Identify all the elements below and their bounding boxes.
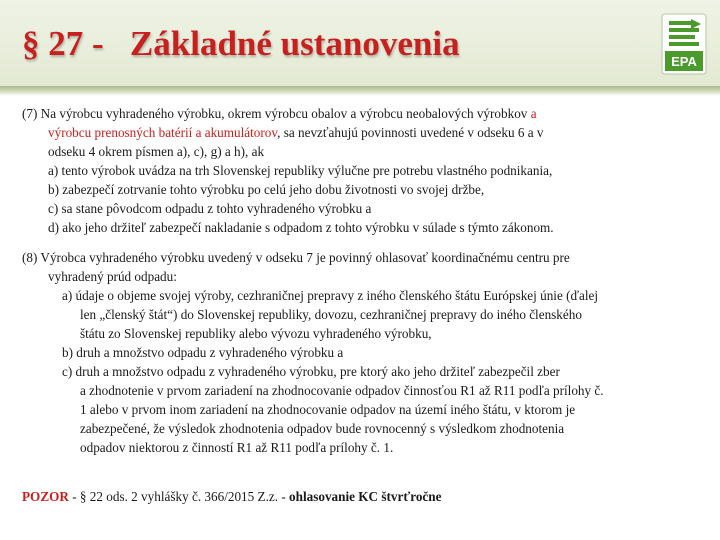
p8-item-a-cont: len „členský štát“) do Slovenskej republiky, dovozu, cezhraničnej prepravy do iného členského <box>80 307 582 322</box>
p7-item-d: d) ako jeho držiteľ zabezpečí nakladanie s odpadom z tohto výrobku v súlade s týmto zákonom. <box>48 220 554 235</box>
slide-title: § 27 - Základné ustanovenia <box>22 24 460 63</box>
p8-item-c-cont: 1 alebo v prvom inom zariadení na zhodnocovanie odpadov na území iného štátu, v ktorom je <box>80 402 576 417</box>
p7-red-text: výrobcu prenosných batérií a akumulátorov <box>48 125 278 140</box>
p7-line-3: odseku 4 okrem písmen a), c), g) a h), ak <box>48 144 265 159</box>
epa-logo-icon <box>661 13 707 75</box>
p8-item-a: a) údaje o objeme svojej výroby, cezhraničnej prepravy z iného členského štátu Európskej únie (ďalej <box>62 288 599 303</box>
p7-text: , sa nevzťahujú povinnosti uvedené v odseku 6 a v <box>277 125 544 140</box>
p7-red-text: a <box>530 106 537 121</box>
p7-item-a: a) tento výrobok uvádza na trh Slovenskej republiky výlučne pre potrebu vlastného podnikania, <box>48 163 553 178</box>
footer-note <box>22 487 441 506</box>
paragraph-8 <box>22 248 702 457</box>
p7-line-1 <box>22 104 702 123</box>
p8-item-c: c) druh a množstvo odpadu z vyhradeného výrobku, pre ktorý ako jeho držiteľ zabezpečil zber <box>62 364 560 379</box>
p8-item-a-cont: štátu zo Slovenskej republiky alebo vývozu vyhradeného výrobku, <box>80 326 432 341</box>
p8-item-b: b) druh a množstvo odpadu z vyhradeného výrobku a <box>62 345 344 360</box>
p7-item-b: b) zabezpečí zotrvanie tohto výrobku po celú jeho dobu životnosti vo svojej držbe, <box>48 182 485 197</box>
footer-bold-text: ohlasovanie KC štvrťročne <box>289 489 442 504</box>
footer-text: - § 22 ods. 2 vyhlášky č. 366/2015 Z.z. - <box>68 489 290 504</box>
p7-item-c: c) sa stane pôvodcom odpadu z tohto vyhradeného výrobku a <box>48 201 372 216</box>
p8-item-c-cont: a zhodnotenie v prvom zariadení na zhodnocovanie odpadov činnosťou R1 až R11 podľa prílohy č. <box>80 383 604 398</box>
slide-body <box>22 104 702 468</box>
p8-item-c-cont: zabezpečené, že výsledok zhodnotenia odpadov bude rovnocenný s výsledkom zhodnotenia <box>80 421 565 436</box>
p7-line-2 <box>22 123 702 142</box>
slide-header <box>0 0 720 86</box>
p8-line-1: (8) Výrobca vyhradeného výrobku uvedený v odseku 7 je povinný ohlasovať koordinačnému centru pre <box>22 250 570 265</box>
logo-text: EPA <box>671 54 697 69</box>
paragraph-7 <box>22 104 702 237</box>
pozor-label: POZOR <box>22 489 69 504</box>
p7-text: (7) Na výrobcu vyhradeného výrobku, okrem výrobcu obalov a výrobcu neobalových výrobkov <box>22 106 531 121</box>
p8-line-2: vyhradený prúd odpadu: <box>48 269 177 284</box>
p8-item-c-cont: odpadov niektorou z činností R1 až R11 podľa prílohy č. 1. <box>80 440 394 455</box>
header-rule <box>0 86 720 96</box>
